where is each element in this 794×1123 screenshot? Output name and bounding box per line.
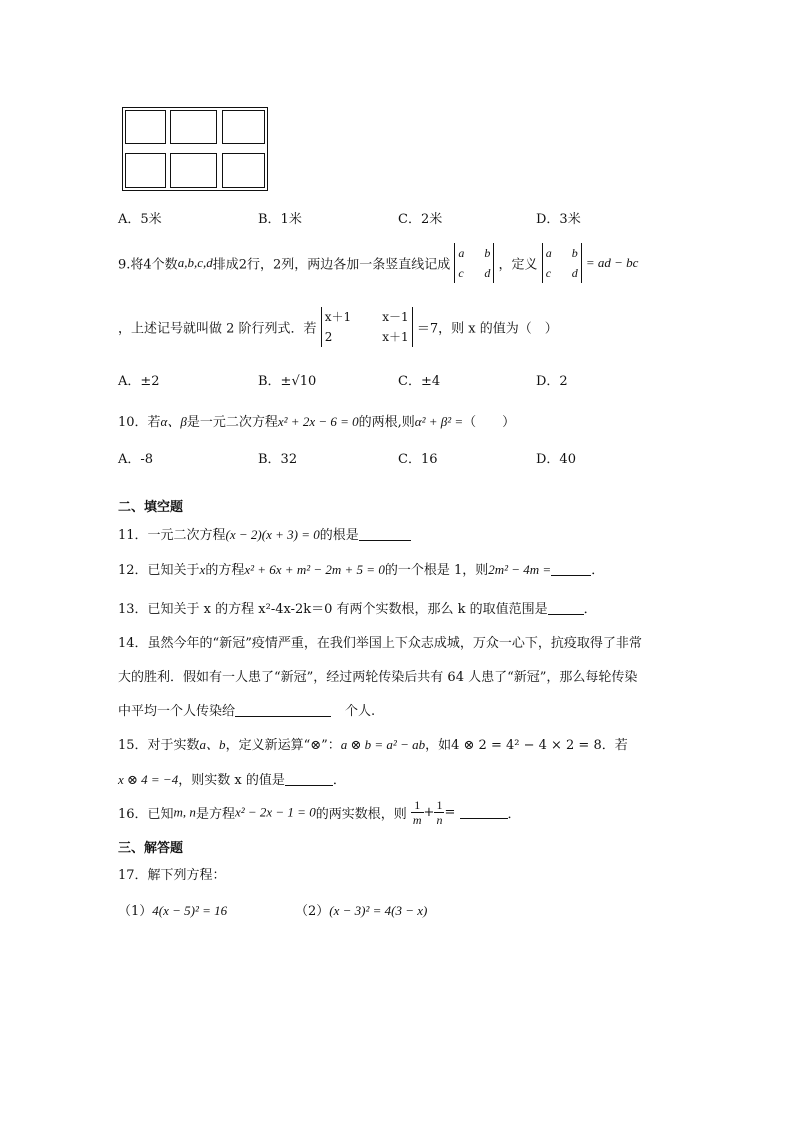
q9-line2a: ，上述记号就叫做 2 阶行列式．若 [118,321,317,337]
q10-text2: 是一元二次方程 [186,415,278,430]
figure-cell [125,153,166,188]
q9-det-b: x－1 [382,310,409,324]
q13-tail: ． [583,602,597,617]
q16-fraction-1 [411,798,424,827]
q15-example: 4 ⊗ 2 = 4² − 4 × 2 = 8 [451,738,602,753]
q9-prefix: 9.将4个数 [118,257,178,273]
q15-answer-blank[interactable] [285,773,333,786]
q14-line2: 大的胜利．假如有一人患了“新冠”，经过两轮传染后共有 64 人患了“新冠”，那么每轮传染 [118,670,638,685]
q9-line1 [118,243,638,283]
q12-tail: ． [591,563,605,578]
q10-alpha-beta: α、β [160,414,187,429]
figure-cell [222,153,265,188]
q10-option-c: C．16 [398,452,438,467]
q17-p1-label: （1） [118,904,153,919]
q9-notation-matrix: a b c d [454,243,494,283]
q12-var: x [199,562,206,577]
q9-line2 [118,307,558,347]
q16-answer-blank[interactable] [460,806,508,819]
q11-equation: (x − 2)(x + 3) = 0 [225,527,320,542]
q17-p2-label: （2） [295,904,330,919]
q14-line3 [118,700,375,719]
q10-option-d: D．40 [536,452,576,467]
q15-line1a: 15．对于实数 [118,738,200,753]
q9-option-a: A．±2 [118,374,160,389]
section-solve-heading: 三、解答题 [118,841,184,856]
q13-text: 13．已知关于 x 的方程 x²-4x-2k＝0 有两个实数根，那么 k 的取值范围是 [118,602,548,617]
q11-text: 11．一元二次方程 [118,528,226,543]
q9-condition-matrix [321,307,413,347]
q12-line [118,559,604,578]
figure-cell [222,110,265,144]
q9-line2b: ＝7，则 x 的值为（ ） [416,321,558,337]
q14-line3b: 个人. [345,704,376,719]
q12-expr: 2m² − 4m = [488,562,552,577]
q9-det-d: x＋1 [382,330,409,344]
q16-fraction-2 [434,798,444,827]
q17-p2-equation: (x − 3)² = 4(3 − x) [329,903,428,918]
q15-line1c: ，如 [425,738,452,753]
q16-frac2-numerator: 1 [436,798,443,812]
q8-option-d: D．3米 [536,212,581,227]
q11-answer-blank[interactable] [359,528,411,541]
figure-cell [125,110,166,144]
q10-option-b: B．32 [258,452,298,467]
q15-line1b: ，定义新运算“⊗”： [225,738,341,753]
q14-answer-blank[interactable] [235,704,331,717]
q12-text: 12．已知关于 [118,563,200,578]
q10-line [118,411,515,430]
q15-vars: a、b [199,737,226,752]
q15-condition: x ⊗ 4 = −4 [118,772,179,787]
q15-line2 [118,769,346,788]
q9-definition-matrix: a b c d [542,243,582,283]
q11-line [118,524,411,543]
q10-expr: α² + β² = [414,414,464,429]
q9-vars: a,b,c,d [177,255,213,270]
q12-answer-blank[interactable] [551,563,591,576]
q17-p1-equation: 4(x − 5)² = 16 [152,903,228,918]
q9-option-d: D．2 [536,374,568,389]
q13-line [118,598,597,617]
q16-line: 16．已知m, n是方程x² − 2x − 1 = 0的两实数根，则 $\frac{1}{m}$ + $\frac{1}{n}$ = ． [118,798,521,827]
q15-tail: ． [332,773,346,788]
q12-text2: 的方程 [205,563,245,578]
q9-result: = ad − bc [585,255,639,270]
q16-frac1-numerator: 1 [411,798,424,813]
q16-frac2-denominator: n [436,813,443,827]
q16-frac1-denominator: m [412,813,422,827]
q9-option-b: B．±√10 [258,374,317,389]
q16-text3: 的两实数根，则 [315,807,407,822]
q17-part2 [295,900,427,919]
q10-option-a: A．-8 [118,452,154,467]
q17-title: 17．解下列方程： [118,868,226,883]
q10-text3: 的两根,则 [358,415,415,430]
q8-option-a: A．5米 [118,212,162,227]
q9-det-a: x＋1 [324,310,352,324]
q12-text3: 的一个根是 1，则 [384,563,489,578]
section-fill-in-heading: 二、填空题 [118,500,184,515]
q8-option-c: C．2米 [398,212,443,227]
q15-definition: a ⊗ b = a² − ab [340,737,426,752]
q9-det-c: 2 [324,330,333,344]
q16-tail: ． [507,807,521,822]
q16-equation: x² − 2x − 1 = 0 [234,804,316,820]
q16-text: 16．已知 [118,807,174,822]
q11-tail: 的根是 [319,528,359,543]
q15-line1 [118,734,628,753]
q15-line2b: ，则实数 x 的值是 [178,773,285,788]
q14-line3a: 中平均一个人传染给 [118,704,236,719]
q10-text4: （ ） [463,415,516,430]
lawn-path-figure [122,107,268,191]
q9-define: ，定义 [498,257,538,273]
q16-vars: m, n [173,804,196,820]
q14-line1: 14．虽然今年的“新冠”疫情严重，在我们举国上下众志成城，万众一心下，抗疫取得了非常 [118,636,642,651]
figure-cell [170,153,217,188]
q12-equation: x² + 6x + m² − 2m + 5 = 0 [244,562,385,577]
figure-cell [170,110,217,144]
q9-option-c: C．±4 [398,374,441,389]
q17-part1 [118,900,227,919]
q8-option-b: B．1米 [258,212,302,227]
q16-text2: 是方程 [195,807,235,822]
q10-text1: 10．若 [118,415,161,430]
q10-equation: x² + 2x − 6 = 0 [277,414,359,429]
q9-mid: 排成2行，2列，两边各加一条竖直线记成 [212,257,451,273]
q13-answer-blank[interactable] [548,602,584,615]
q15-line1d: ．若 [601,738,628,753]
